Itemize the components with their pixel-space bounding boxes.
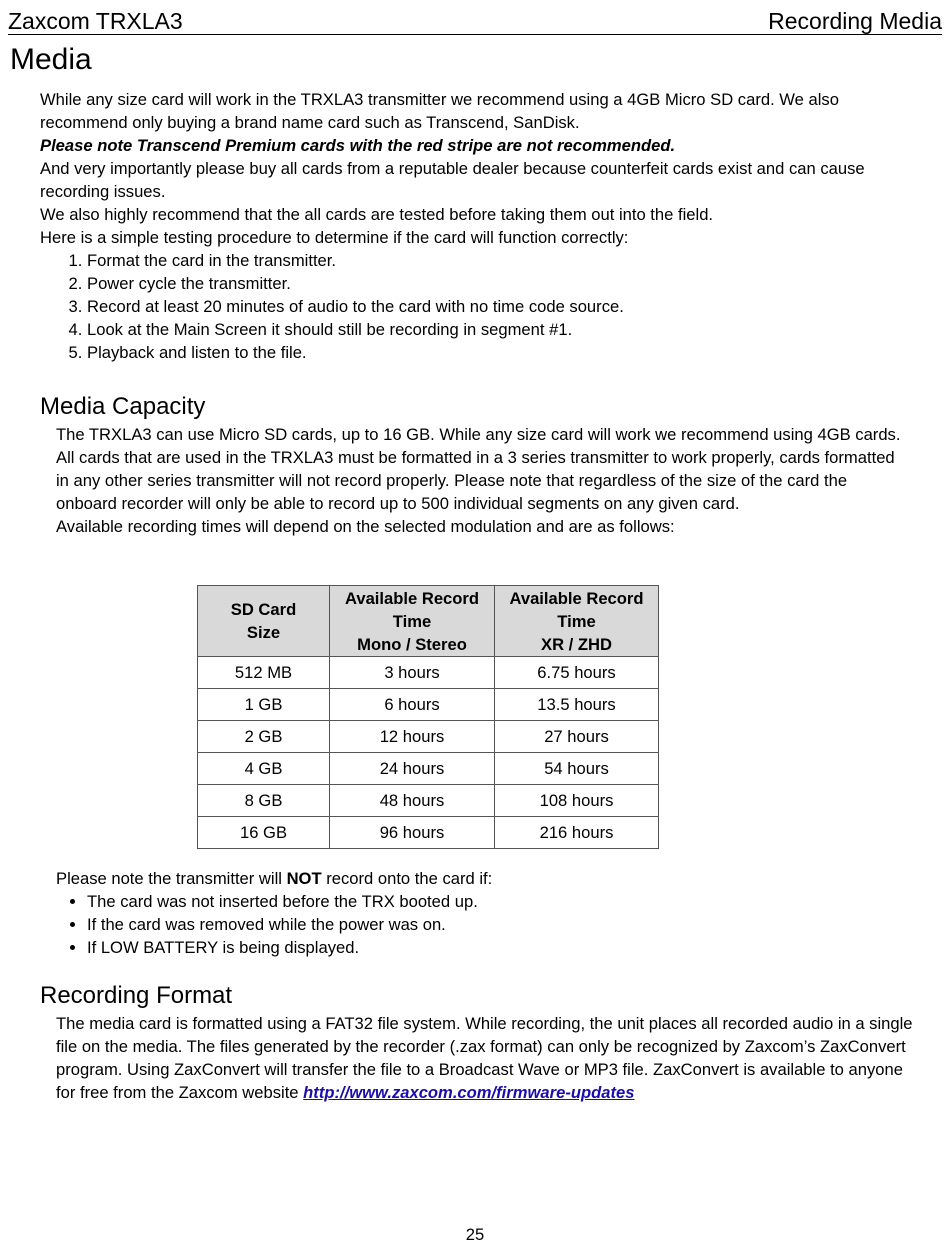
table-row [198, 753, 659, 785]
table-cell: 216 hours [495, 817, 659, 849]
table-cell: 12 hours [330, 721, 495, 753]
table-cell: 8 GB [198, 785, 330, 817]
page-number: 25 [465, 1225, 485, 1244]
media-capacity-heading: Media Capacity [40, 393, 206, 420]
list-item: 1. Format the card in the transmitter. [87, 249, 920, 272]
header-section-name: Recording Media [768, 8, 942, 34]
header-product-name: Zaxcom TRXLA3 [8, 8, 183, 34]
intro-note: Please note Transcend Premium cards with the red stripe are not recommended. [40, 136, 676, 155]
not-emphasis: NOT [286, 869, 322, 888]
list-item: 5. Playback and listen to the file. [87, 341, 920, 364]
page-title: Media [10, 43, 92, 76]
not-record-intro: Please note the transmitter will NOT record onto the card if: [56, 869, 493, 888]
recording-times-table [197, 585, 659, 849]
table-cell: 512 MB [198, 657, 330, 689]
intro-paragraph-1: While any size card will work in the TRXLA3 transmitter we recommend using a 4GB Micro SD card. We also recommend only buying a brand name card such as Transcend, SanDisk. [40, 90, 839, 132]
table-row [198, 721, 659, 753]
format-paragraph: The media card is formatted using a FAT32 file system. While recording, the unit places all recorded audio in a single file on the media. The files generated by the recorder (.zax format) can only be recognized by Zaxcom’s ZaxConvert program. Using ZaxConvert will transfer the file to a Broadcast Wave or MP3 file. ZaxConvert is available to anyone for free from the Zaxcom website http://www.zaxcom.com/firmware-updates [56, 1014, 913, 1102]
table-row [198, 689, 659, 721]
table-header-row [198, 586, 659, 657]
table-cell: 96 hours [330, 817, 495, 849]
capacity-paragraph-2: Available recording times will depend on the selected modulation and are as follows: [56, 517, 675, 536]
table-cell: 108 hours [495, 785, 659, 817]
list-item: 3. Record at least 20 minutes of audio to the card with no time code source. [87, 295, 920, 318]
not-record-list [56, 890, 906, 959]
recording-format-text [56, 1012, 916, 1104]
header-card-size: SD Card Size [198, 586, 330, 657]
table-cell: 48 hours [330, 785, 495, 817]
table-row [198, 657, 659, 689]
list-item: 2. Power cycle the transmitter. [87, 272, 920, 295]
table-cell: 54 hours [495, 753, 659, 785]
table-cell: 4 GB [198, 753, 330, 785]
table-cell: 6 hours [330, 689, 495, 721]
firmware-updates-link[interactable]: http://www.zaxcom.com/firmware-updates [303, 1083, 635, 1102]
table-row [198, 817, 659, 849]
list-item: • If LOW BATTERY is being displayed. [87, 936, 906, 959]
table-cell: 27 hours [495, 721, 659, 753]
header-xr-zhd: Available Record Time XR / ZHD [495, 586, 659, 657]
table-row [198, 785, 659, 817]
intro-paragraph-4: Here is a simple testing procedure to determine if the card will function correctly: [40, 228, 629, 247]
capacity-paragraph-1: The TRXLA3 can use Micro SD cards, up to 16 GB. While any size card will work we recommend using 4GB cards. All cards that are used in the TRXLA3 must be formatted in a 3 series transmitter to work properly, cards formatted in any other series transmitter will not record properly. Please note that regardless of the size of the card the onboard recorder will only be able to record up to 500 individual segments on any given card. [56, 425, 901, 513]
table-cell: 2 GB [198, 721, 330, 753]
table-cell: 1 GB [198, 689, 330, 721]
list-item: • The card was not inserted before the TRX booted up. [87, 890, 906, 913]
recording-format-heading: Recording Format [40, 982, 233, 1009]
intro-section [40, 88, 920, 364]
table-cell: 6.75 hours [495, 657, 659, 689]
list-item: 4. Look at the Main Screen it should still be recording in segment #1. [87, 318, 920, 341]
page-header [8, 8, 942, 35]
intro-paragraph-2: And very importantly please buy all cards from a reputable dealer because counterfeit cards exist and can cause recording issues. [40, 159, 865, 201]
table-cell: 3 hours [330, 657, 495, 689]
table-cell: 24 hours [330, 753, 495, 785]
not-record-section [56, 867, 906, 959]
header-mono-stereo: Available Record Time Mono / Stereo [330, 586, 495, 657]
intro-paragraph-3: We also highly recommend that the all cards are tested before taking them out into the field. [40, 205, 714, 224]
media-capacity-text [56, 423, 906, 538]
table-cell: 16 GB [198, 817, 330, 849]
list-item: • If the card was removed while the power was on. [87, 913, 906, 936]
table-cell: 13.5 hours [495, 689, 659, 721]
testing-steps-list [40, 249, 920, 364]
